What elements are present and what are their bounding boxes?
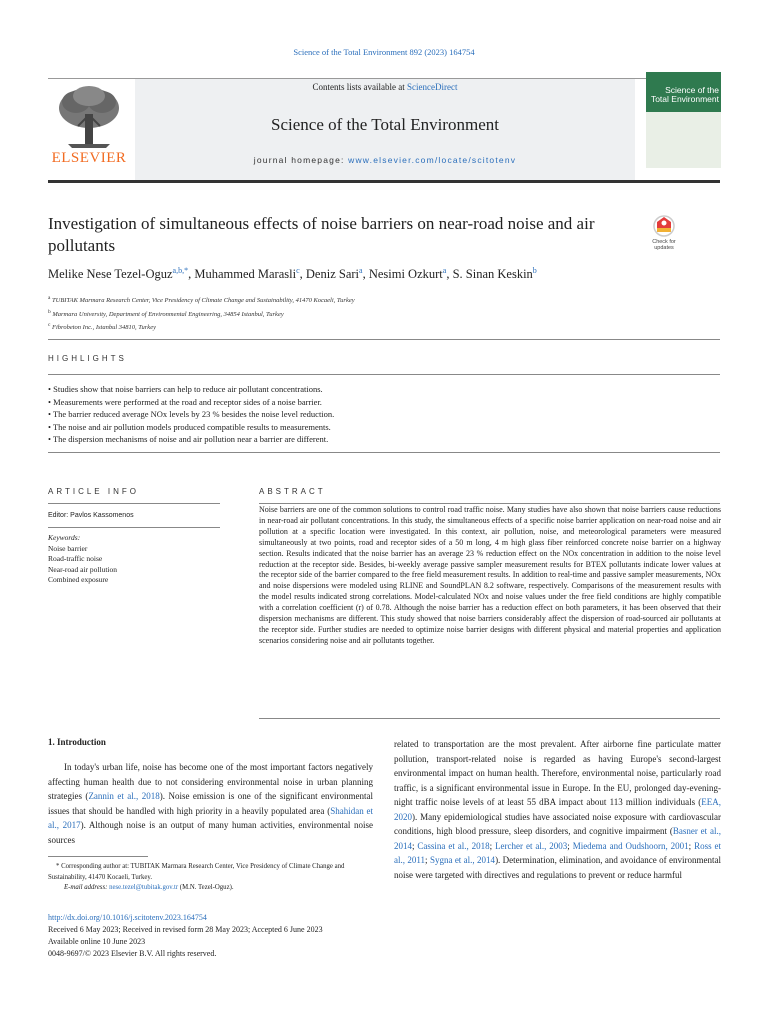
cover-title: Science of the Total Environment xyxy=(650,85,719,104)
author-affil-marker[interactable]: b xyxy=(532,266,537,275)
author-affil-marker[interactable]: a xyxy=(442,266,447,275)
author-affil-marker[interactable]: a xyxy=(359,266,363,275)
header-divider-bottom xyxy=(48,180,720,183)
intro-heading: 1. Introduction xyxy=(48,737,106,747)
journal-title: Science of the Total Environment xyxy=(271,115,499,134)
author: Muhammed Marasli xyxy=(194,267,297,282)
section-divider xyxy=(259,503,720,504)
section-divider xyxy=(48,503,220,504)
highlight-item: • The dispersion mechanisms of noise and air pollution near a barrier are different. xyxy=(48,433,728,446)
highlight-item: • Measurements were performed at the road and receptor sides of a noise barrier. xyxy=(48,396,728,409)
contents-prefix: Contents lists available at xyxy=(312,82,407,92)
contents-line xyxy=(135,82,635,92)
sciencedirect-link[interactable]: ScienceDirect xyxy=(407,82,458,92)
affiliation: $^b$ Marmara University, Department of Environmental Engineering, 34854 Istanbul, Turkey xyxy=(48,308,284,318)
intro-paragraph-1: In today's urban life, noise has become one of the most important factors negatively affecting human health due to not considering environmental noise in urban planning strategies (Zannin et al., 2018). Noise emission is one of the significant environmental issues that should be handled with high priority in a heavily populated area (Shahidan et al., 2017). Although noise is an output of many human activities, environmental noise sources xyxy=(48,762,374,845)
footnote-divider xyxy=(48,856,148,857)
author-affil-marker[interactable]: c xyxy=(296,266,300,275)
keywords-label: Keywords: xyxy=(48,533,81,542)
citation-link[interactable]: EEA, 2020 xyxy=(394,797,721,822)
citation-link[interactable]: Lercher et al., 2003 xyxy=(495,840,568,851)
author-affil-marker[interactable]: a,b,* xyxy=(172,266,189,275)
highlights-list xyxy=(48,383,728,446)
homepage-link[interactable]: www.elsevier.com/locate/scitotenv xyxy=(348,155,517,165)
abstract-heading: ABSTRACT xyxy=(259,487,326,496)
cover-band xyxy=(646,112,721,168)
journal-homepage xyxy=(135,155,635,165)
copyright: 0048-9697/© 2023 Elsevier B.V. All rights reserved. xyxy=(48,949,217,958)
email-link[interactable]: nese.tezel@tubitak.gov.tr xyxy=(109,884,179,891)
keyword: Near-road air pollution xyxy=(48,564,117,574)
doi-link[interactable]: http://dx.doi.org/10.1016/j.scitotenv.2023.164754 xyxy=(48,913,207,922)
author: Melike Nese Tezel-Oguz xyxy=(48,267,173,282)
section-divider xyxy=(48,339,720,340)
keywords-block xyxy=(48,533,117,586)
citation-link[interactable]: Zannin et al., 2018 xyxy=(88,791,160,801)
section-divider xyxy=(48,452,720,453)
received-dates: Received 6 May 2023; Received in revised form 28 May 2023; Accepted 6 June 2023 xyxy=(48,925,323,934)
affiliation: $^a$ TUBITAK Marmara Research Center, Vice Presidency of Climate Change and Sustainability, 41470 Kocaeli, Turkey xyxy=(48,295,355,305)
author: S. Sinan Keskin xyxy=(452,267,533,282)
author: Deniz Sari xyxy=(305,267,359,282)
elsevier-wordmark: ELSEVIER xyxy=(51,150,127,166)
section-divider xyxy=(259,718,720,719)
citation-link[interactable]: Basner et al., 2014 xyxy=(394,826,722,851)
crossmark-icon xyxy=(646,214,682,240)
citation-link[interactable]: Shahidan et al., 2017 xyxy=(48,805,373,830)
crossmark-badge[interactable] xyxy=(646,214,682,256)
section-divider xyxy=(48,527,220,528)
crossmark-label: Check for updates xyxy=(652,239,676,251)
corresponding-author-footnote: * Corresponding author at: TUBITAK Marmara Research Center, Vice Presidency of Climate Change and Sustainability, 41470 Kocaeli, Turkey. E-mail address: nese.tezel@tubitak.gov.tr (M.N. Tezel-Oguz). xyxy=(48,863,345,891)
section-divider xyxy=(48,374,720,375)
journal-cover[interactable] xyxy=(646,72,721,168)
citation-link[interactable]: Ross et al., 2011 xyxy=(394,840,721,865)
editor-line: Editor: Pavlos Kassomenos xyxy=(48,512,134,519)
available-online: Available online 10 June 2023 xyxy=(48,937,146,946)
publication-info xyxy=(48,912,323,960)
author: Nesimi Ozkurt xyxy=(368,267,443,282)
highlights-heading: HIGHLIGHTS xyxy=(48,354,127,363)
intro-paragraph-2: related to transportation are the most prevalent. After airborne fine particulate matter pollution, transport-related noise is regarded as having Europe's second-largest environmental impact on human health. Therefore, environmental noise, particularly road traffic, is a significant environmental issue in Europe. In the EU, prolonged day-evening-night traffic noise levels of at least 55 dBA impact about 113 million individuals (EEA, 2020). Many epidemiological studies have associated noise exposure with cardiovascular conditions, high blood pressure, sleep disorders, and cognitive impairment (Basner et al., 2014; Cassina et al., 2018; Lercher et al., 2003; Miedema and Oudshoorn, 2001; Ross et al., 2011; Sygna et al., 2014). Determination, elimination, and avoidance of environmental noise were targeted with directives and regulations to prevent or reduce harmful xyxy=(394,739,722,880)
homepage-prefix: journal homepage: xyxy=(253,155,349,165)
article-info-heading: ARTICLE INFO xyxy=(48,487,139,496)
citation-link[interactable]: Sygna et al., 2014 xyxy=(429,855,496,865)
header-divider-top xyxy=(48,78,720,79)
citation-link[interactable]: Miedema and Oudshoorn, 2001 xyxy=(572,840,689,851)
highlight-item: • The noise and air pollution models produced compatible results to measurements. xyxy=(48,421,728,434)
affiliation: $^c$ Fibrobeton Inc., Istanbul 34810, Turkey xyxy=(48,322,156,332)
keyword: Combined exposure xyxy=(48,575,109,584)
highlight-item: • The barrier reduced average NOx levels by 23 % besides the noise level reduction. xyxy=(48,408,728,421)
citation-link[interactable]: Cassina et al., 2018 xyxy=(417,840,490,851)
keyword: Road-traffic noise xyxy=(48,554,103,563)
author-list: Melike Nese Tezel-Oguz$^{a,b,*}$, Muhammed Marasli$^c$, Deniz Sari$^a$, Nesimi Ozkurt$^a$, S. Sinan Keskin$^b$ xyxy=(48,266,537,282)
journal-citation[interactable]: Science of the Total Environment 892 (2023) 164754 xyxy=(293,47,475,57)
highlight-item: • Studies show that noise barriers can help to reduce air pollutant concentrations. xyxy=(48,383,728,396)
keyword: Noise barrier xyxy=(48,543,88,553)
article-title: Investigation of simultaneous effects of noise barriers on near-road noise and air pollutants xyxy=(48,214,595,255)
abstract-text: Noise barriers are one of the common solutions to control road traffic noise. Many studies have also shown that noise barriers cause reductions in near-road air pollutant concentrations. In this study, the simultaneous effects of a specific noise barrier application on near-road noise and air pollution at a specific location were investigated. In this context, air pollution, noise, and meteorological parameters were measured simultaneously at two points, road and receptor sides of a 50 m long, 4 m high glass fiber reinforced concrete noise barrier on a highway section. Results indicated that the noise barrier has an average 23 % reduction effect on the NOx concentration in addition to the noise level reduction at the receptor side. Besides, bi-weekly average passive sampler measurement results for BTEX pollutants indicate lower values at the receptor side of the barrier compared to the free field measurement results. In addition to real-time and passive sampler measurements, NOx and noise dispersions were modeled using RLINE and SoundPLAN 8.2 software, respectively. Comparisons of the measurement results with the model results indicated strong correlations. Model-calculated NOx and noise values under the free field conditions are highly compatible with a correlation coefficient (r) of 0.78. Although the noise barrier has a reduction effect on both parameters, it has been observed that their dispersion mechanisms are different. This study showed that noise barriers considerably affect the dispersion of road-sourced air pollutants at the receptor side. Further studies are needed to optimize noise barrier designs with different physical and material properties and application scenarios considering noise and air pollutants together. xyxy=(259,505,721,645)
affiliations xyxy=(48,293,355,334)
